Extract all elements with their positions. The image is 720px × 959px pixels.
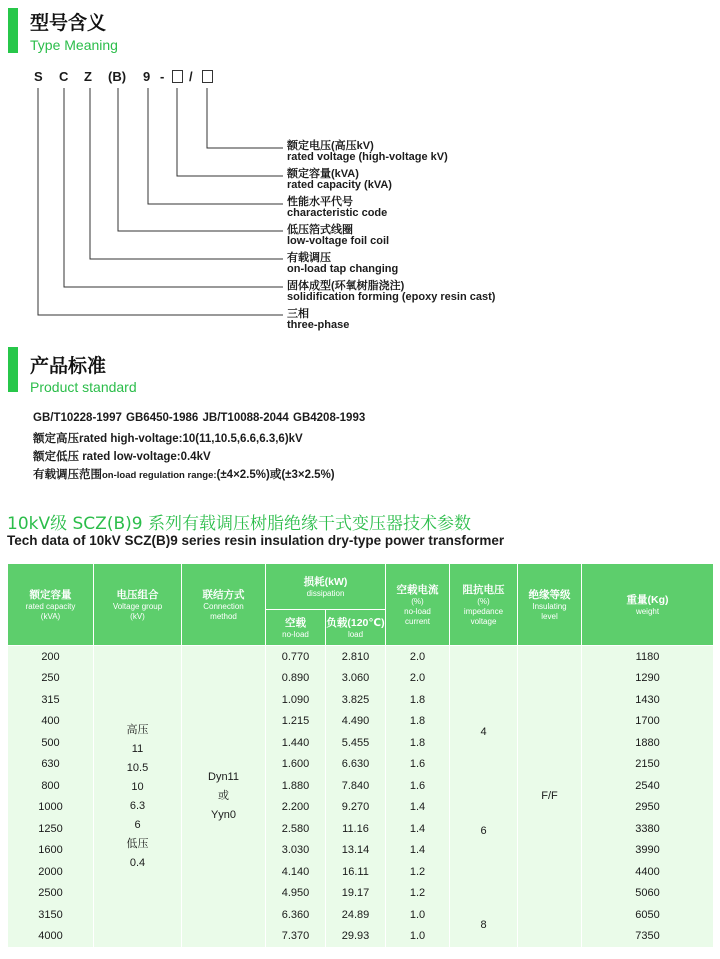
- meaning-cast-en: solidification forming (epoxy resin cast): [287, 291, 496, 303]
- cell-noload: 0.890: [266, 668, 326, 690]
- cell-capacity: 4000: [8, 926, 94, 948]
- meaning-phase-en: three-phase: [287, 319, 350, 331]
- header-label: dissipation: [306, 589, 345, 598]
- header-noload: [266, 610, 326, 646]
- cell-connection: [182, 646, 266, 948]
- cell-load: 16.11: [326, 861, 386, 883]
- cell-load: 4.490: [326, 711, 386, 733]
- voltage-value: 11: [131, 742, 144, 755]
- cell-weight: 3380: [582, 818, 714, 840]
- header-label: no-load: [282, 630, 309, 639]
- cell-weight: 2150: [582, 754, 714, 776]
- cell-weight: 2950: [582, 797, 714, 819]
- meaning-capacity-cn: 额定容量(kVA): [287, 168, 359, 180]
- connection-value: Dyn11: [208, 771, 239, 783]
- header-label: voltage: [470, 617, 497, 626]
- header-label: 负载(120℃): [326, 617, 385, 629]
- meaning-characteristic-en: characteristic code: [287, 207, 388, 219]
- cell-noload: 6.360: [266, 904, 326, 926]
- cell-capacity: 1250: [8, 818, 94, 840]
- header-weight: [582, 564, 714, 646]
- cell-capacity: 3150: [8, 904, 94, 926]
- voltage-value: 10: [131, 780, 144, 793]
- header-label: 空载: [285, 617, 306, 629]
- cell-weight: 1430: [582, 689, 714, 711]
- header-voltage-group: [94, 564, 182, 646]
- header-label: Voltage group: [112, 602, 163, 611]
- code-slash: /: [189, 69, 193, 84]
- header-label: rated capacity: [25, 602, 76, 611]
- header-label: 联结方式: [202, 589, 245, 601]
- cell-noload: 3.030: [266, 840, 326, 862]
- cell-weight: 5060: [582, 883, 714, 905]
- cell-current: 1.6: [386, 775, 450, 797]
- header-label: impedance: [463, 607, 504, 616]
- standard-high-voltage: [33, 430, 303, 446]
- reg-label-en: on-load regulation range:: [102, 470, 217, 481]
- reg-value: (±4×2.5%)或(±3×2.5%): [216, 469, 335, 481]
- cell-impedance: 8: [450, 904, 518, 947]
- cell-load: 3.060: [326, 668, 386, 690]
- header-label: (kV): [130, 612, 145, 621]
- cell-current: 1.4: [386, 797, 450, 819]
- cell-noload: 1.600: [266, 754, 326, 776]
- cell-load: 24.89: [326, 904, 386, 926]
- cell-weight: 1700: [582, 711, 714, 733]
- cell-load: 6.630: [326, 754, 386, 776]
- standard-low-voltage: [33, 448, 211, 464]
- cell-capacity: 500: [8, 732, 94, 754]
- meaning-voltage-en: rated voltage (high-voltage kV): [287, 151, 448, 163]
- header-label: 空载电流: [396, 584, 439, 596]
- cell-current: 1.8: [386, 732, 450, 754]
- header-label: 损耗(kW): [303, 576, 348, 588]
- cell-current: 1.4: [386, 818, 450, 840]
- header-label: 额定容量: [29, 589, 72, 601]
- cell-current: 2.0: [386, 646, 450, 668]
- meaning-phase-cn: 三相: [287, 308, 309, 320]
- cell-load: 5.455: [326, 732, 386, 754]
- reg-label-cn: 有载调压范围: [33, 469, 102, 481]
- cell-capacity: 315: [8, 689, 94, 711]
- cell-noload: 1.440: [266, 732, 326, 754]
- cell-noload: 1.215: [266, 711, 326, 733]
- voltage-value: 6: [134, 818, 141, 831]
- standard-regulation: [33, 466, 335, 482]
- cell-load: 19.17: [326, 883, 386, 905]
- meaning-tap-en: on-load tap changing: [287, 263, 399, 275]
- cell-capacity: 630: [8, 754, 94, 776]
- hv-value: rated high-voltage:10(11,10.5,6.6,6.3,6)kV: [79, 433, 303, 445]
- hv-label-cn: 额定高压: [33, 433, 79, 445]
- cell-noload: 0.770: [266, 646, 326, 668]
- section-title-en: Product standard: [30, 379, 137, 395]
- header-label: 电压组合: [116, 589, 159, 601]
- cell-load: 11.16: [326, 818, 386, 840]
- cell-capacity: 1600: [8, 840, 94, 862]
- cell-weight: 4400: [582, 861, 714, 883]
- cell-capacity: 1000: [8, 797, 94, 819]
- cell-current: 1.6: [386, 754, 450, 776]
- header-label: 绝缘等级: [528, 589, 571, 601]
- cell-noload: 2.580: [266, 818, 326, 840]
- section-marker: [8, 347, 18, 392]
- lv-label-cn: 额定低压: [33, 451, 79, 463]
- cell-current: 1.8: [386, 711, 450, 733]
- header-load: [326, 610, 386, 646]
- voltage-value: 6.3: [129, 799, 146, 812]
- header-label: current: [405, 617, 430, 626]
- cell-capacity: 800: [8, 775, 94, 797]
- header-label: Insulating: [532, 602, 567, 611]
- meaning-characteristic-cn: 性能水平代号: [287, 196, 353, 208]
- cell-weight: 3990: [582, 840, 714, 862]
- header-label: weight: [635, 607, 660, 616]
- meaning-tap-cn: 有载调压: [287, 252, 331, 264]
- header-label: (%): [411, 597, 424, 606]
- voltage-label: 低压: [126, 837, 149, 850]
- header-dissipation: [266, 564, 386, 610]
- meaning-foil-cn: 低压箔式线圈: [287, 224, 353, 236]
- cell-noload: 7.370: [266, 926, 326, 948]
- cell-load: 29.93: [326, 926, 386, 948]
- header-label: (kVA): [40, 612, 61, 621]
- cell-noload: 2.200: [266, 797, 326, 819]
- meaning-cast-cn: 固体成型(环氧树脂浇注): [287, 280, 405, 292]
- cell-weight: 7350: [582, 926, 714, 948]
- cell-capacity: 250: [8, 668, 94, 690]
- cell-insulating: F/F: [518, 646, 582, 948]
- header-impedance: [450, 564, 518, 646]
- header-insulating: [518, 564, 582, 646]
- header-label: Connection: [203, 602, 244, 611]
- cell-capacity: 200: [8, 646, 94, 668]
- cell-capacity: 2500: [8, 883, 94, 905]
- cell-current: 1.2: [386, 861, 450, 883]
- cell-load: 2.810: [326, 646, 386, 668]
- code-9: 9: [143, 69, 151, 84]
- cell-impedance: 4: [450, 646, 518, 819]
- header-label: 阻抗电压: [462, 584, 505, 596]
- voltage-label: 高压: [126, 723, 149, 736]
- cell-capacity: 400: [8, 711, 94, 733]
- spec-table: [7, 563, 714, 947]
- connection-or: 或: [218, 790, 229, 802]
- header-label: no-load: [404, 607, 431, 616]
- code-b: (B): [108, 69, 127, 84]
- code-z: Z: [84, 69, 92, 84]
- table-title-en: Tech data of 10kV SCZ(B)9 series resin insulation dry-type power transformer: [7, 533, 505, 548]
- header-label: (%): [477, 597, 490, 606]
- cell-weight: 2540: [582, 775, 714, 797]
- header-noload-current: [386, 564, 450, 646]
- connection-value: Yyn0: [210, 809, 237, 821]
- cell-load: 7.840: [326, 775, 386, 797]
- section-title-cn: 产品标准: [30, 355, 107, 377]
- cell-capacity: 2000: [8, 861, 94, 883]
- header-connection: [182, 564, 266, 646]
- section-title-cn: 型号含义: [30, 12, 107, 34]
- cell-load: 13.14: [326, 840, 386, 862]
- cell-current: 2.0: [386, 668, 450, 690]
- meaning-foil-en: low-voltage foil coil: [287, 235, 390, 247]
- standard-codes: GB/T10228-1997 GB6450-1986 JB/T10088-2044 GB4208-1993: [33, 412, 366, 424]
- cell-load: 3.825: [326, 689, 386, 711]
- section-title-en: Type Meaning: [30, 37, 118, 53]
- cell-weight: 1880: [582, 732, 714, 754]
- cell-noload: 1.880: [266, 775, 326, 797]
- table-row: [8, 646, 714, 668]
- cell-current: 1.0: [386, 926, 450, 948]
- header-label: load: [347, 630, 364, 639]
- cell-noload: 4.140: [266, 861, 326, 883]
- lv-value: rated low-voltage:0.4kV: [79, 451, 211, 463]
- cell-noload: 4.950: [266, 883, 326, 905]
- code-s: S: [34, 69, 43, 84]
- header-label: level: [541, 612, 558, 621]
- header-label: method: [210, 612, 237, 621]
- voltage-value: 10.5: [126, 761, 149, 774]
- cell-current: 1.8: [386, 689, 450, 711]
- header-capacity: [8, 564, 94, 646]
- cell-weight: 6050: [582, 904, 714, 926]
- cell-weight: 1290: [582, 668, 714, 690]
- cell-current: 1.0: [386, 904, 450, 926]
- cell-impedance: 6: [450, 818, 518, 904]
- table-title-cn: 10kV级 SCZ(B)9 系列有载调压树脂绝缘干式变压器技术参数: [7, 514, 471, 534]
- cell-weight: 1180: [582, 646, 714, 668]
- code-dash: -: [160, 69, 165, 84]
- voltage-value: 0.4: [129, 856, 146, 869]
- cell-current: 1.2: [386, 883, 450, 905]
- meaning-capacity-en: rated capacity (kVA): [287, 179, 392, 191]
- code-c: C: [59, 69, 69, 84]
- meaning-voltage-cn: 额定电压(高压kV): [287, 140, 374, 152]
- cell-load: 9.270: [326, 797, 386, 819]
- cell-voltage-group: [94, 646, 182, 948]
- cell-current: 1.4: [386, 840, 450, 862]
- header-label: 重量(Kg): [626, 594, 669, 606]
- cell-noload: 1.090: [266, 689, 326, 711]
